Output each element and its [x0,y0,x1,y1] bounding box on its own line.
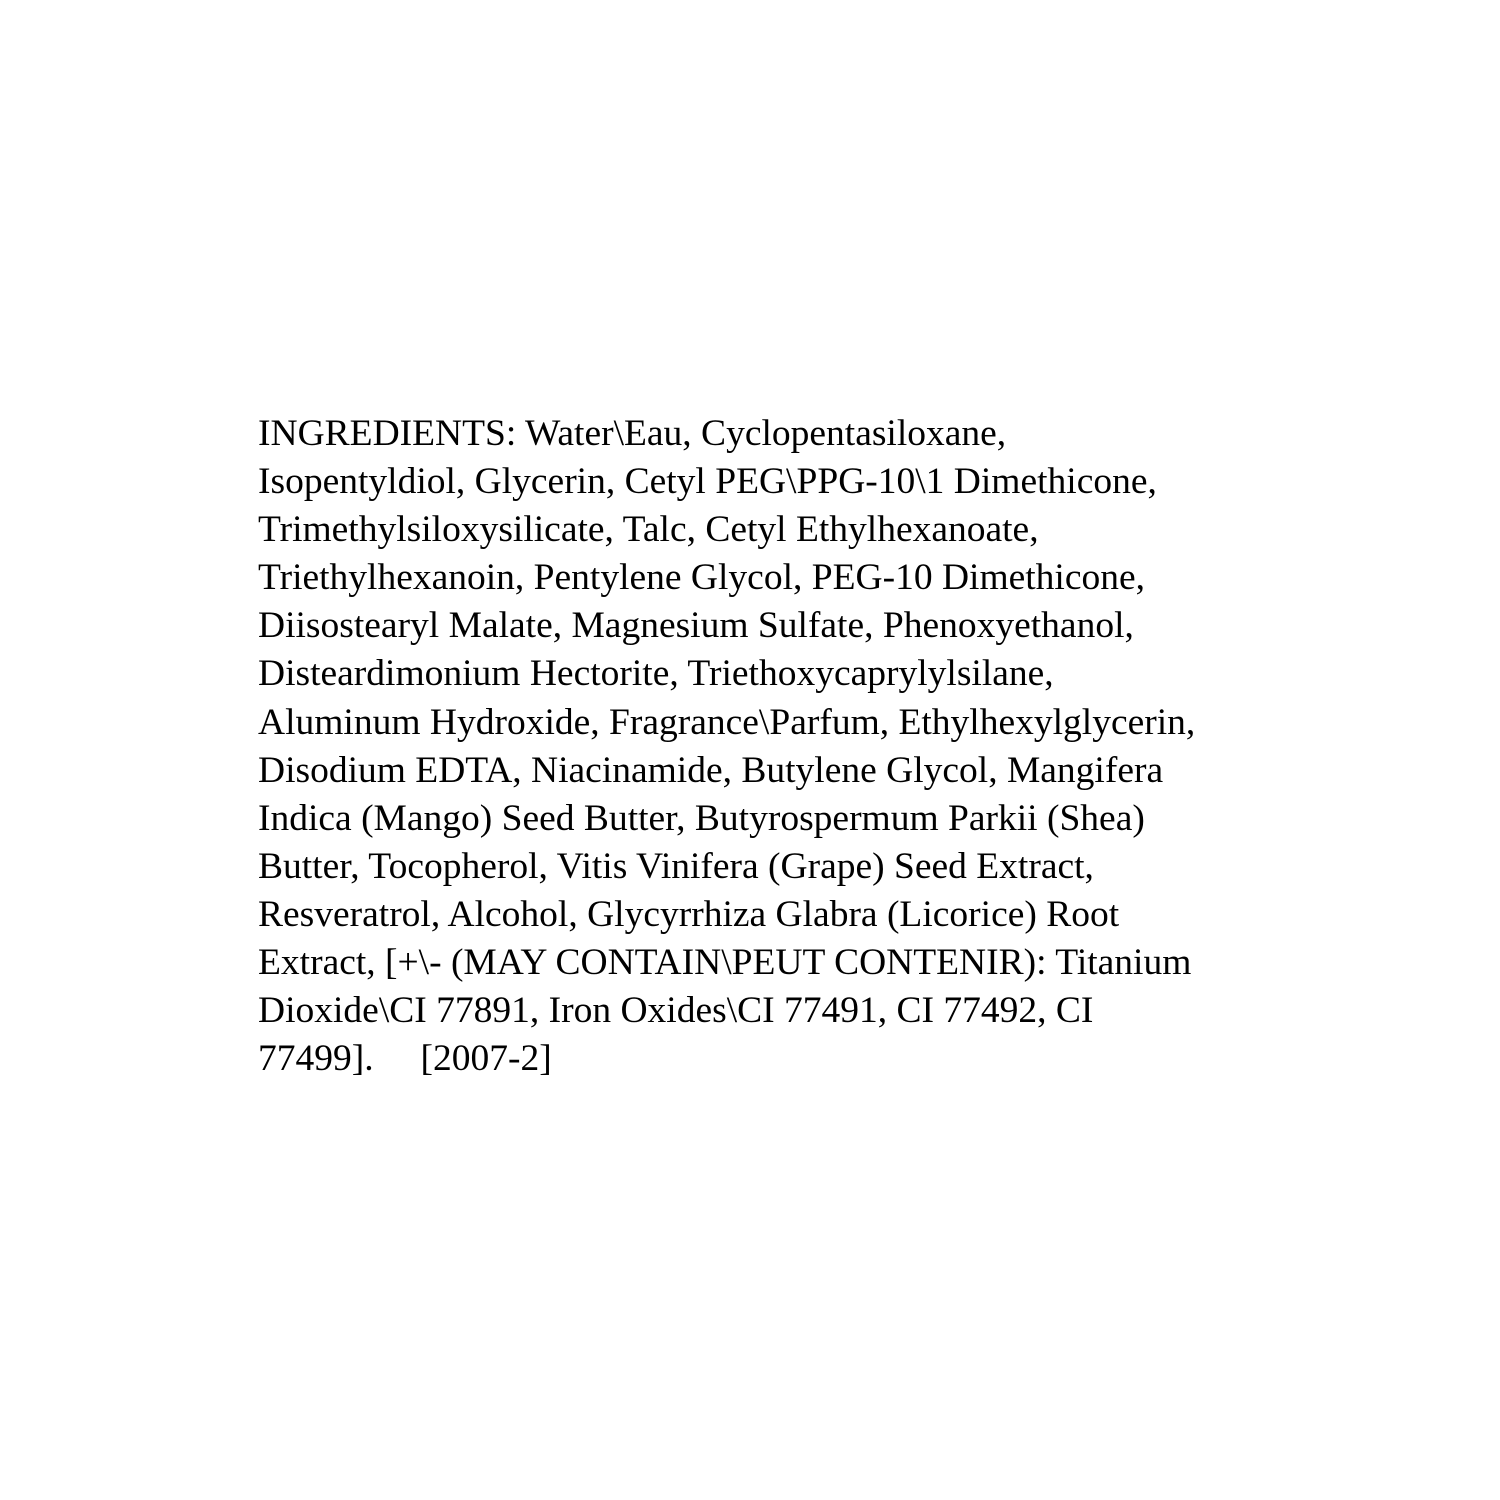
ingredients-line: Isopentyldiol, Glycerin, Cetyl PEG\PPG-10\1 Dimethicone, [258,461,1157,503]
ingredients-line: Extract, [+\- (MAY CONTAIN\PEUT CONTENIR): Titanium [258,942,1192,984]
ingredients-line: Indica (Mango) Seed Butter, Butyrospermum Parkii (Shea) [258,797,1145,839]
ingredients-line: Resveratrol, Alcohol, Glycyrrhiza Glabra (Licorice) Root [258,893,1120,935]
ingredients-line: Disteardimonium Hectorite, Triethoxycaprylylsilane, [258,653,1054,695]
ingredients-line: Aluminum Hydroxide, Fragrance\Parfum, Ethylhexylglycerin, [258,701,1196,743]
ingredients-line: Dioxide\CI 77891, Iron Oxides\CI 77491, CI 77492, CI [258,990,1094,1032]
ingredients-line: Disodium EDTA, Niacinamide, Butylene Glycol, Mangifera [258,749,1164,791]
ingredients-line: Butter, Tocopherol, Vitis Vinifera (Grape) Seed Extract, [258,845,1094,887]
ingredients-line: INGREDIENTS: Water\Eau, Cyclopentasiloxane, [258,413,1007,454]
ingredients-line: Diisostearyl Malate, Magnesium Sulfate, Phenoxyethanol, [258,605,1134,647]
ingredients-line: Triethylhexanoin, Pentylene Glycol, PEG-10 Dimethicone, [258,557,1146,599]
ingredients-list [258,410,1318,1083]
ingredients-line: 77499]. [2007-2] [258,1038,552,1080]
ingredients-line: Trimethylsiloxysilicate, Talc, Cetyl Ethylhexanoate, [258,509,1039,551]
